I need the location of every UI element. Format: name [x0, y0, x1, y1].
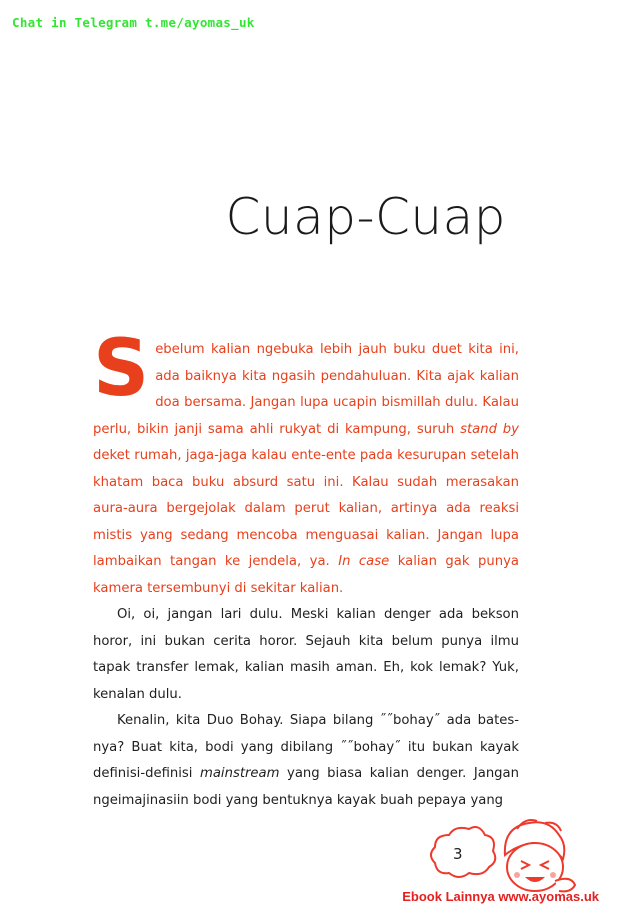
- ebook-link[interactable]: Ebook Lainnya www.ayomas.uk: [402, 889, 599, 904]
- cartoon-girl-mascot-icon: [425, 815, 595, 895]
- paragraph-3: [93, 708, 519, 814]
- intro-text-3: kalian gak punya kamera tersembunyi di sekitar kalian.: [93, 554, 519, 596]
- intro-em-2: In case: [338, 554, 390, 569]
- chapter-title: Cuap-Cuap: [225, 188, 506, 246]
- drop-cap: S: [93, 324, 150, 414]
- paragraph-3-text-1: Kenalin, kita Duo Bohay. Siapa bilang ˝˝bohay˝ ada bates-nya? Buat kita, bodi yang dibilang ˝˝bohay˝ itu bukan kayak definisi-definisi: [93, 713, 519, 781]
- intro-text-2: deket rumah, jaga-jaga kalau ente-ente pada kesurupan setelah khatam baca buku absurd satu ini. Kalau sudah merasakan aura-aura bergejolak dalam perut kalian, artinya ada reaksi mistis yang sedang mencoba menguasai kalian. Jangan lupa lambaikan tangan ke jendela, ya.: [93, 448, 519, 569]
- telegram-link[interactable]: Chat in Telegram t.me/ayomas_uk: [12, 15, 255, 30]
- intro-paragraph: [93, 324, 519, 602]
- chapter-body: [93, 324, 519, 814]
- paragraph-3-text-2: yang biasa kalian denger. Jangan ngeimajinasiin bodi yang bentuknya kayak buah pepaya yang: [93, 766, 519, 808]
- paragraph-3-em: mainstream: [200, 766, 280, 781]
- page-number: 3: [453, 845, 463, 863]
- paragraph-2: Oi, oi, jangan lari dulu. Meski kalian denger ada bekson horor, ini bukan cerita horor. Sejauh kita belum punya ilmu tapak transfer lemak, kalian masih aman. Eh, kok lemak? Yuk, kenalan dulu.: [93, 607, 519, 702]
- intro-text-1: ebelum kalian ngebuka lebih jauh buku duet kita ini, ada baiknya kita ngasih pendahuluan. Kita ajak kalian doa bersama. Jangan lupa ucapin bismillah dulu. Kalau perlu, bikin janji sama ahli rukyat di kampung, suruh: [93, 342, 519, 437]
- intro-em-1: stand by: [460, 421, 519, 437]
